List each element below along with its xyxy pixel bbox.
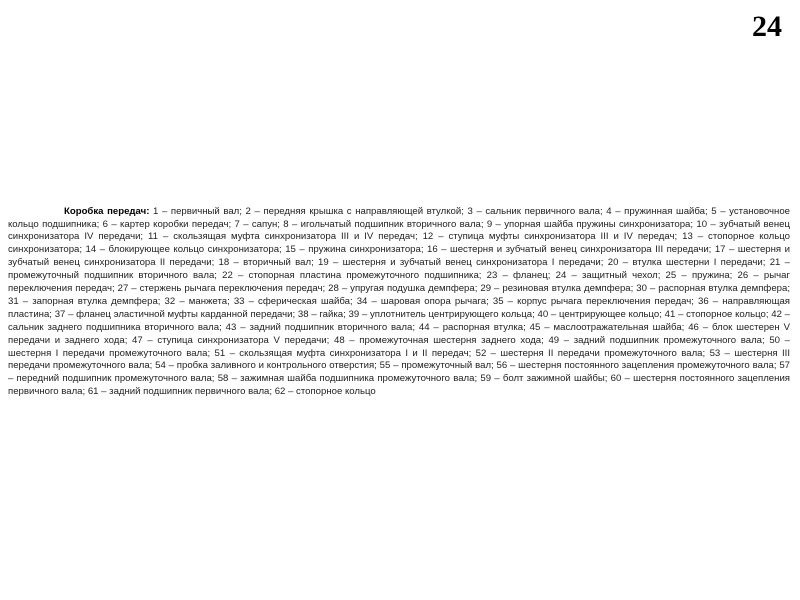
- page-number: 24: [752, 10, 782, 43]
- caption-text: 1 – первичный вал; 2 – передняя крышка с направляющей втулкой; 3 – сальник первичного вала; 4 – пружинная шайба; 5 – установочное кольцо подшипника; 6 – картер коробки передач; 7 – сапун; 8 – игольчатый подшипник вторичного вала; 9 – упорная шайба пружины синхронизатора; 10 – зубчатый венец синхронизатора IV передачи; 11 – скользящая муфта синхронизатора III и IV передач; 12 – ступица муфты синхронизатора III и IV передач; 13 – стопорное кольцо синхронизатора; 14 – блокирующее кольцо синхронизатора; 15 – пружина синхронизатора; 16 – шестерня и зубчатый венец синхронизатора III передачи; 17 – шестерня и зубчатый венец синхронизатора II передачи; 18 – вторичный вал; 19 – шестерня и зубчатый венец синхронизатора I передачи; 20 – втулка шестерни I передачи; 21 – промежуточный подшипник вторичного вала; 22 – стопорная пластина промежуточного подшипника; 23 – фланец; 24 – защитный чехол; 25 – пружина; 26 – рычаг переключения передач; 27 – стержень рычага переключения передач; 28 – упругая подушка демпфера; 29 – резиновая втулка демпфера; 30 – распорная втулка демпфера; 31 – запорная втулка демпфера; 32 – манжета; 33 – сферическая шайба; 34 – шаровая опора рычага; 35 – корпус рычага переключения передач; 36 – направляющая пластина; 37 – фланец эластичной муфты карданной передачи; 38 – гайка; 39 – уплотнитель центрирующего кольца; 40 – центрирующее кольцо; 41 – стопорное кольцо; 42 – сальник заднего подшипника вторичного вала; 43 – задний подшипник вторичного вала; 44 – распорная втулка; 45 – маслоотражательная шайба; 46 – блок шестерен V передачи и заднего хода; 47 – ступица синхронизатора V передачи; 48 – промежуточная шестерня заднего хода; 49 – задний подшипник промежуточного вала; 50 – шестерня I передачи промежуточного вала; 51 – скользящая муфта синхронизатора I и II передач; 52 – шестерня II передачи промежуточного вала; 53 – шестерня III передачи промежуточного вала; 54 – пробка заливного и контрольного отверстия; 55 – промежуточный вал; 56 – шестерня постоянного зацепления промежуточного вала; 57 – передний подшипник промежуточного вала; 58 – зажимная шайба подшипника промежуточного вала; 59 – болт зажимной шайбы; 60 – шестерня постоянного зацепления первичного вала; 61 – задний подшипник первичного вала; 62 – стопорное кольцо: [8, 205, 790, 398]
- caption-heading: Коробка передач:: [64, 205, 150, 217]
- figure-caption: [8, 206, 790, 400]
